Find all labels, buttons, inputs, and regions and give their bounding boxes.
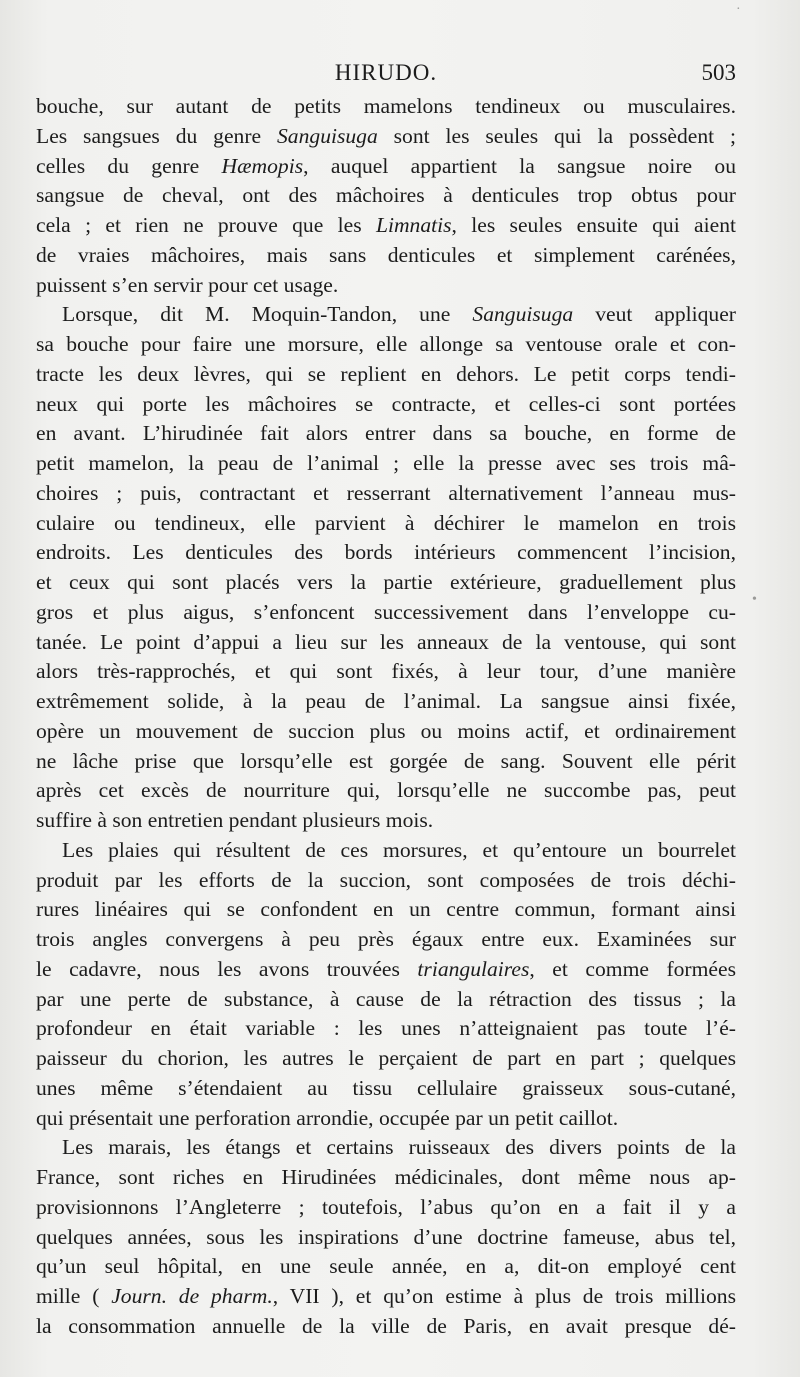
text-segment: le cadavre, nous les avons trouvées	[36, 956, 418, 981]
text-segment: cela ; et rien ne prouve que les	[36, 213, 376, 237]
text-line	[36, 747, 736, 777]
text-line	[36, 895, 736, 925]
text-line	[36, 1044, 736, 1074]
text-line	[36, 598, 736, 628]
page-number: 503	[701, 60, 736, 85]
text-line	[36, 1163, 736, 1193]
text-segment: veut appliquer	[573, 302, 736, 327]
text-line	[36, 1133, 736, 1163]
page-header	[36, 60, 736, 94]
text-segment: après cet excès de nourriture qui, lorsqu’elle ne succombe pas, peut	[36, 778, 736, 803]
text-line	[36, 360, 736, 390]
text-line	[36, 1074, 736, 1104]
text-segment: , VII ), et qu’on estime à plus de trois millions	[272, 1284, 736, 1308]
text-segment: Les marais, les étangs et certains ruisseaux des divers points de la	[62, 1135, 736, 1160]
text-segment: culaire ou tendineux, elle parvient à déchirer le mamelon en trois	[36, 510, 736, 535]
italic-term: Sanguisuga	[472, 302, 574, 327]
body-text	[36, 92, 736, 1342]
text-segment: Lorsque, dit M. Moquin-Tandon, une	[62, 302, 473, 327]
text-segment: Les plaies qui résultent de ces morsures, et qu’entoure un bourrelet	[62, 837, 736, 862]
text-segment: provisionnons l’Angleterre ; toutefois, l’abus qu’on en a fait il y a	[36, 1194, 736, 1219]
text-line	[36, 241, 736, 271]
text-segment: , auquel appartient la sangsue noire ou	[303, 153, 737, 178]
text-segment: suffire à son entretien pendant plusieurs mois.	[36, 808, 434, 832]
text-segment: trois angles convergens à peu près égaux entre eux. Examinées sur	[36, 927, 736, 951]
text-segment: unes même s’étendaient au tissu cellulaire graisseux sous-cutané,	[36, 1075, 736, 1100]
text-segment: et ceux qui sont placés vers la partie extérieure, graduellement plus	[36, 570, 736, 594]
text-line	[36, 717, 736, 747]
text-line	[36, 271, 736, 301]
text-segment: , les seules ensuite qui aient	[451, 213, 736, 237]
text-segment: tracte les deux lèvres, qui se replient en dehors. Le petit corps tendi-	[36, 361, 736, 386]
text-segment: rures linéaires qui se confondent en un centre commun, formant ainsi	[36, 897, 736, 922]
text-line	[36, 1223, 736, 1253]
text-segment: paisseur du chorion, les autres le perçaient de part en part ; quelques	[36, 1046, 736, 1070]
text-line	[36, 211, 736, 241]
text-segment: petit mamelon, la peau de l’animal ; elle la presse avec ses trois mâ-	[36, 451, 736, 475]
text-segment: produit par les efforts de la succion, sont composées de trois déchi-	[36, 867, 736, 892]
text-segment: alors très-rapprochés, et qui sont fixés, à leur tour, d’une manière	[36, 659, 736, 684]
text-line	[36, 628, 736, 658]
text-segment: extrêmement solide, à la peau de l’animal. La sangsue ainsi fixée,	[36, 689, 736, 713]
text-line	[36, 776, 736, 806]
text-segment: mille (	[36, 1284, 112, 1308]
text-segment: celles du genre	[36, 153, 222, 178]
text-line	[36, 1104, 736, 1134]
italic-term: triangulaires	[417, 956, 530, 981]
text-line	[36, 479, 736, 509]
text-line	[36, 300, 736, 330]
running-title: HIRUDO.	[334, 60, 438, 85]
text-line	[36, 509, 736, 539]
text-segment: choires ; puis, contractant et resserrant alternativement l’anneau mus-	[36, 480, 736, 505]
text-segment: neux qui porte les mâchoires se contracte, et celles-ci sont portées	[36, 391, 736, 416]
text-segment: sont les seules qui la possèdent ;	[377, 123, 736, 148]
italic-term: Limnatis	[375, 213, 452, 237]
page-speck-mark: ·	[736, 2, 741, 17]
text-segment: sangsue de cheval, ont des mâchoires à denticules trop obtus pour	[36, 183, 736, 208]
text-segment: endroits. Les denticules des bords intérieurs commencent l’incision,	[36, 540, 736, 565]
text-line	[36, 836, 736, 866]
italic-term: Journ. de pharm.	[111, 1284, 273, 1308]
text-segment: , et comme formées	[529, 956, 736, 981]
text-line	[36, 1193, 736, 1223]
text-segment: bouche, sur autant de petits mamelons tendineux ou musculaires.	[36, 94, 736, 118]
text-segment: qu’un seul hôpital, en une seule année, en a, dit-on employé cent	[36, 1254, 736, 1279]
text-line	[36, 985, 736, 1015]
text-segment: de vraies mâchoires, mais sans denticules et simplement carénées,	[36, 242, 736, 267]
text-segment: sa bouche pour faire une morsure, elle allonge sa ventouse orale et con-	[36, 332, 736, 356]
text-segment: France, sont riches en Hirudinées médicinales, dont même nous ap-	[36, 1165, 736, 1189]
margin-speck-mark: •	[752, 592, 757, 607]
text-line	[36, 806, 736, 836]
text-line	[36, 538, 736, 568]
text-line	[36, 92, 736, 122]
text-line	[36, 181, 736, 211]
text-segment: qui présentait une perforation arrondie, occupée par un petit caillot.	[36, 1105, 619, 1130]
text-line	[36, 657, 736, 687]
text-line	[36, 390, 736, 420]
text-segment: gros et plus aigus, s’enfoncent successivement dans l’enveloppe cu-	[36, 599, 736, 624]
text-line	[36, 122, 736, 152]
text-line	[36, 955, 736, 985]
text-line	[36, 1252, 736, 1282]
text-segment: en avant. L’hirudinée fait alors entrer dans sa bouche, en forme de	[36, 421, 736, 446]
text-segment: par une perte de substance, à cause de la rétraction des tissus ; la	[36, 986, 736, 1011]
text-line	[36, 1014, 736, 1044]
text-segment: tanée. Le point d’appui a lieu sur les anneaux de la ventouse, qui sont	[36, 629, 736, 654]
text-segment: opère un mouvement de succion plus ou moins actif, et ordinairement	[36, 718, 736, 743]
text-line	[36, 1312, 736, 1342]
text-segment: Les sangsues du genre	[36, 123, 277, 148]
text-line	[36, 687, 736, 717]
text-segment: quelques années, sous les inspirations d’une doctrine fameuse, abus tel,	[36, 1224, 736, 1249]
text-line	[36, 152, 736, 182]
text-line	[36, 866, 736, 896]
text-line	[36, 1282, 736, 1312]
text-segment: ne lâche prise que lorsqu’elle est gorgée de sang. Souvent elle périt	[36, 748, 736, 773]
text-line	[36, 925, 736, 955]
italic-term: Sanguisuga	[277, 123, 378, 148]
text-segment: profondeur en était variable : les unes n’atteignaient pas toute l’é-	[36, 1016, 736, 1041]
text-segment: puissent s’en servir pour cet usage.	[36, 272, 339, 297]
text-line	[36, 330, 736, 360]
text-segment: la consommation annuelle de la ville de Paris, en avait presque dé-	[36, 1313, 736, 1338]
text-line	[36, 449, 736, 479]
text-line	[36, 419, 736, 449]
italic-term: Hæmopis	[221, 153, 304, 178]
text-line	[36, 568, 736, 598]
